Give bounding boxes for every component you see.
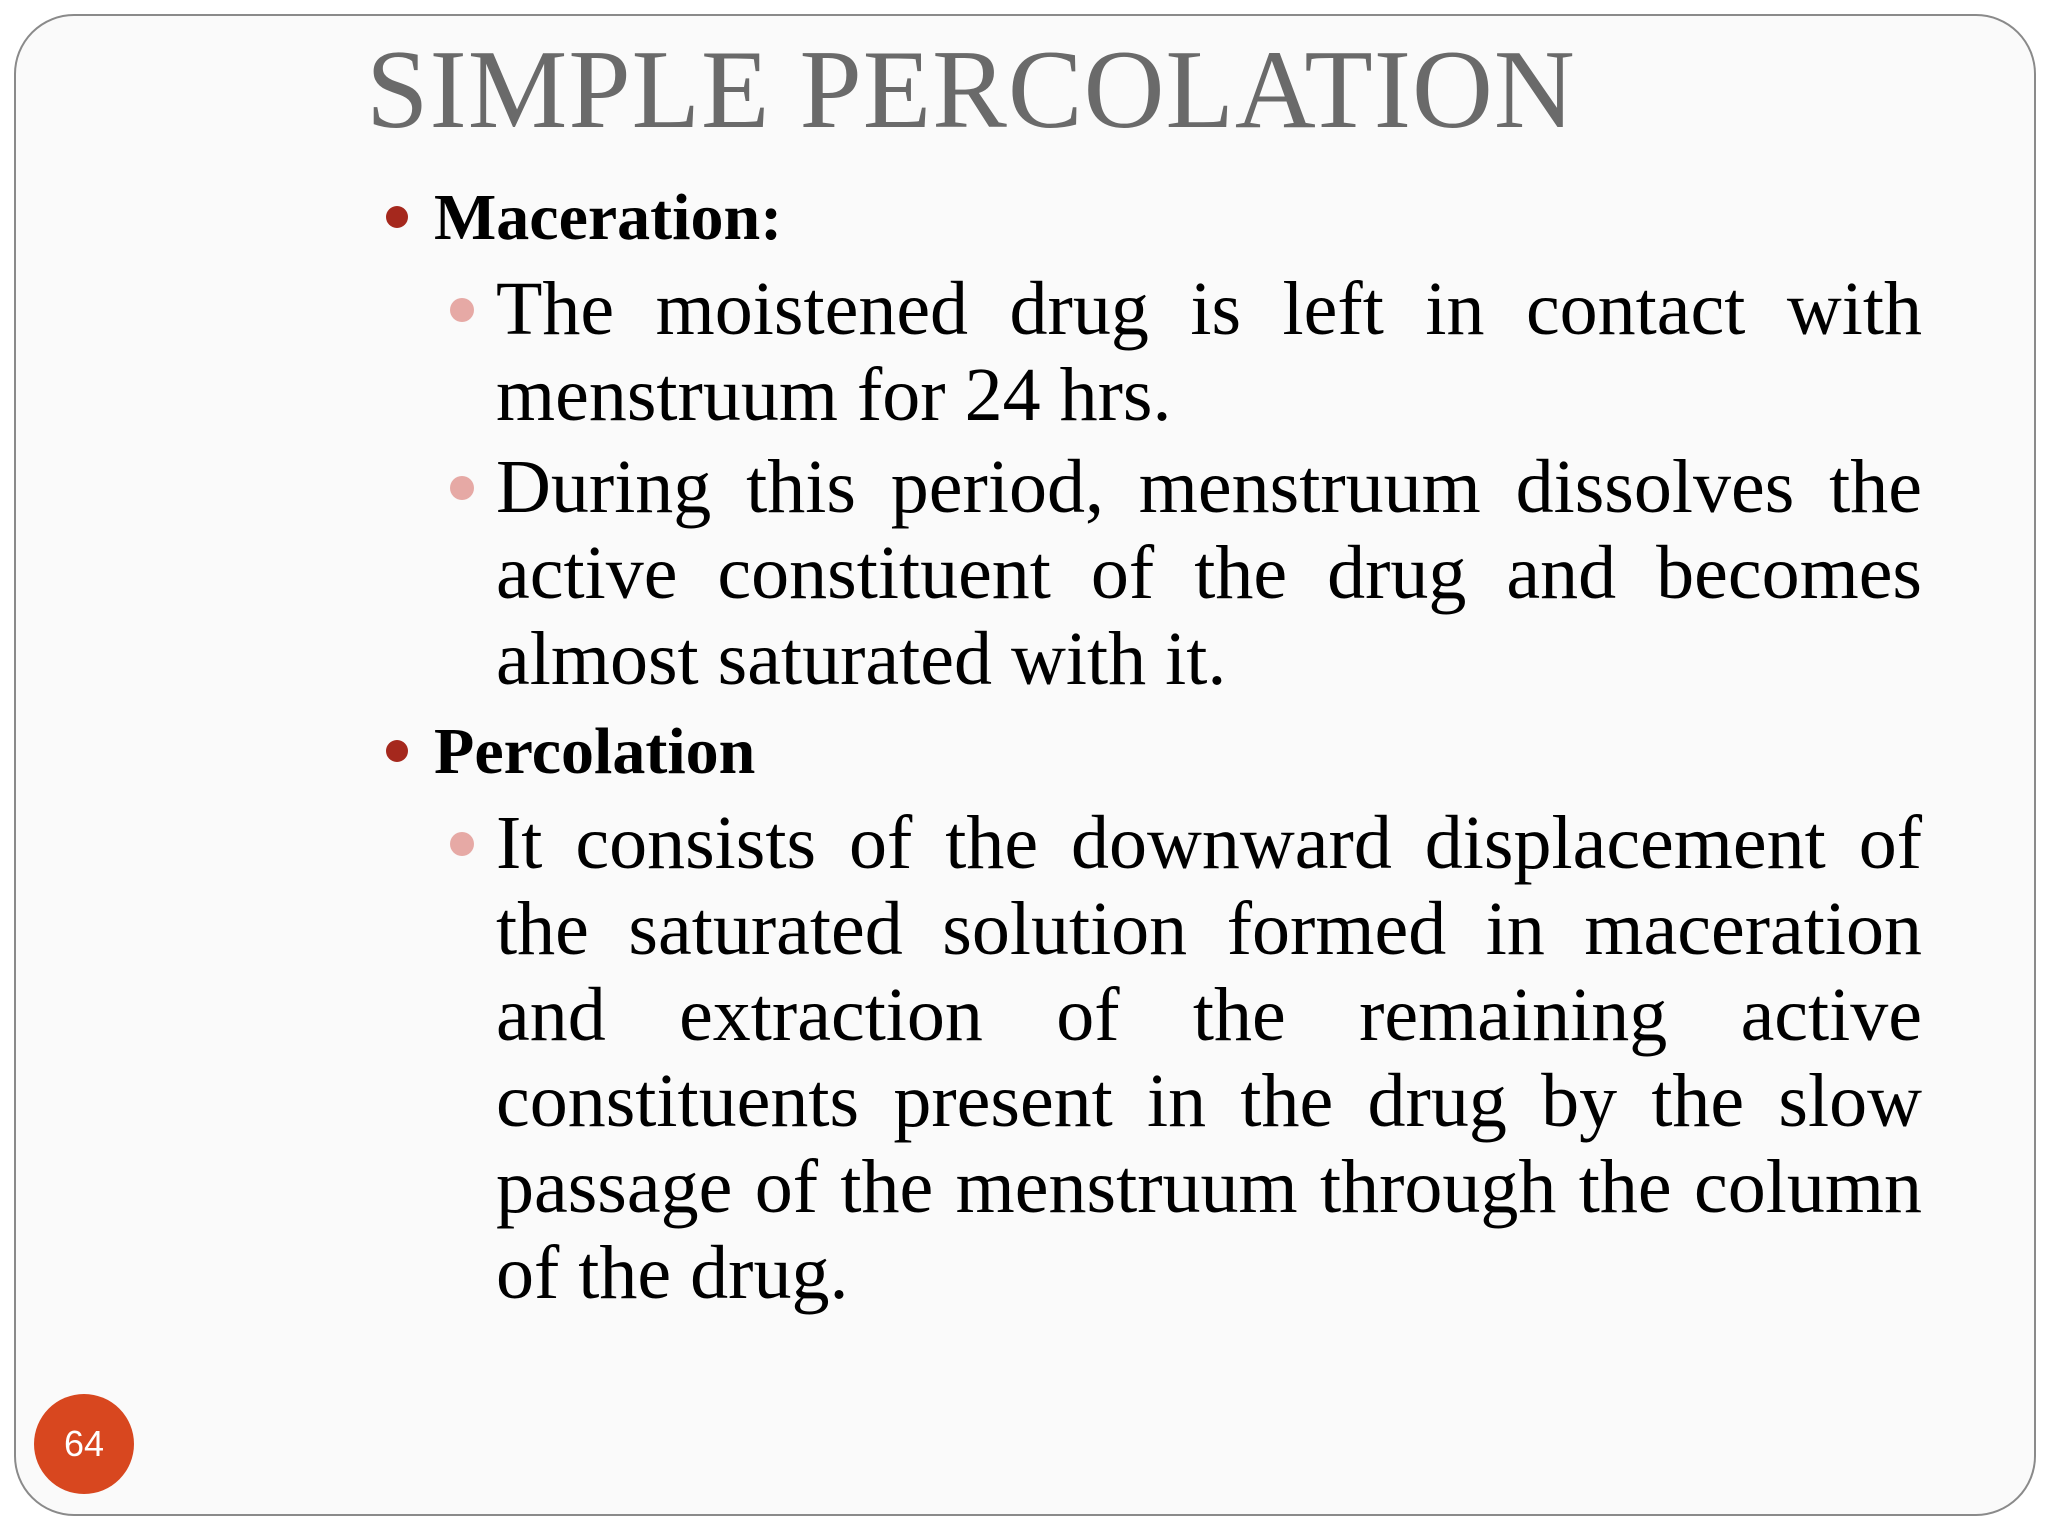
section-heading-percolation <box>386 710 1922 794</box>
list-item <box>386 444 1922 702</box>
list-item <box>386 800 1922 1316</box>
bullet-dot-icon <box>450 298 474 322</box>
section-heading-label: Percolation <box>434 715 756 788</box>
list-item-text: During this period, menstruum dissolves the active constituent of the drug and becomes almost saturated with it. <box>496 445 1922 701</box>
slide-content <box>386 176 1922 1316</box>
bullet-dot-icon <box>450 476 474 500</box>
list-item-text: It consists of the downward displacement of the saturated solution formed in maceration and extraction of the remaining active constituents present in the drug by the slow passage of the menstruum through the column of the drug. <box>496 801 1922 1315</box>
slide-title: SIMPLE PERCOLATION <box>366 28 1576 152</box>
list-item <box>386 266 1922 438</box>
bullet-dot-icon <box>386 206 408 228</box>
page-number-badge: 64 <box>34 1394 134 1494</box>
section-heading-label: Maceration: <box>434 181 783 254</box>
section-heading-maceration <box>386 176 1922 260</box>
bullet-dot-icon <box>386 740 408 762</box>
list-item-text: The moistened drug is left in contact with menstruum for 24 hrs. <box>496 267 1922 437</box>
bullet-dot-icon <box>450 832 474 856</box>
slide-frame <box>14 14 2036 1516</box>
